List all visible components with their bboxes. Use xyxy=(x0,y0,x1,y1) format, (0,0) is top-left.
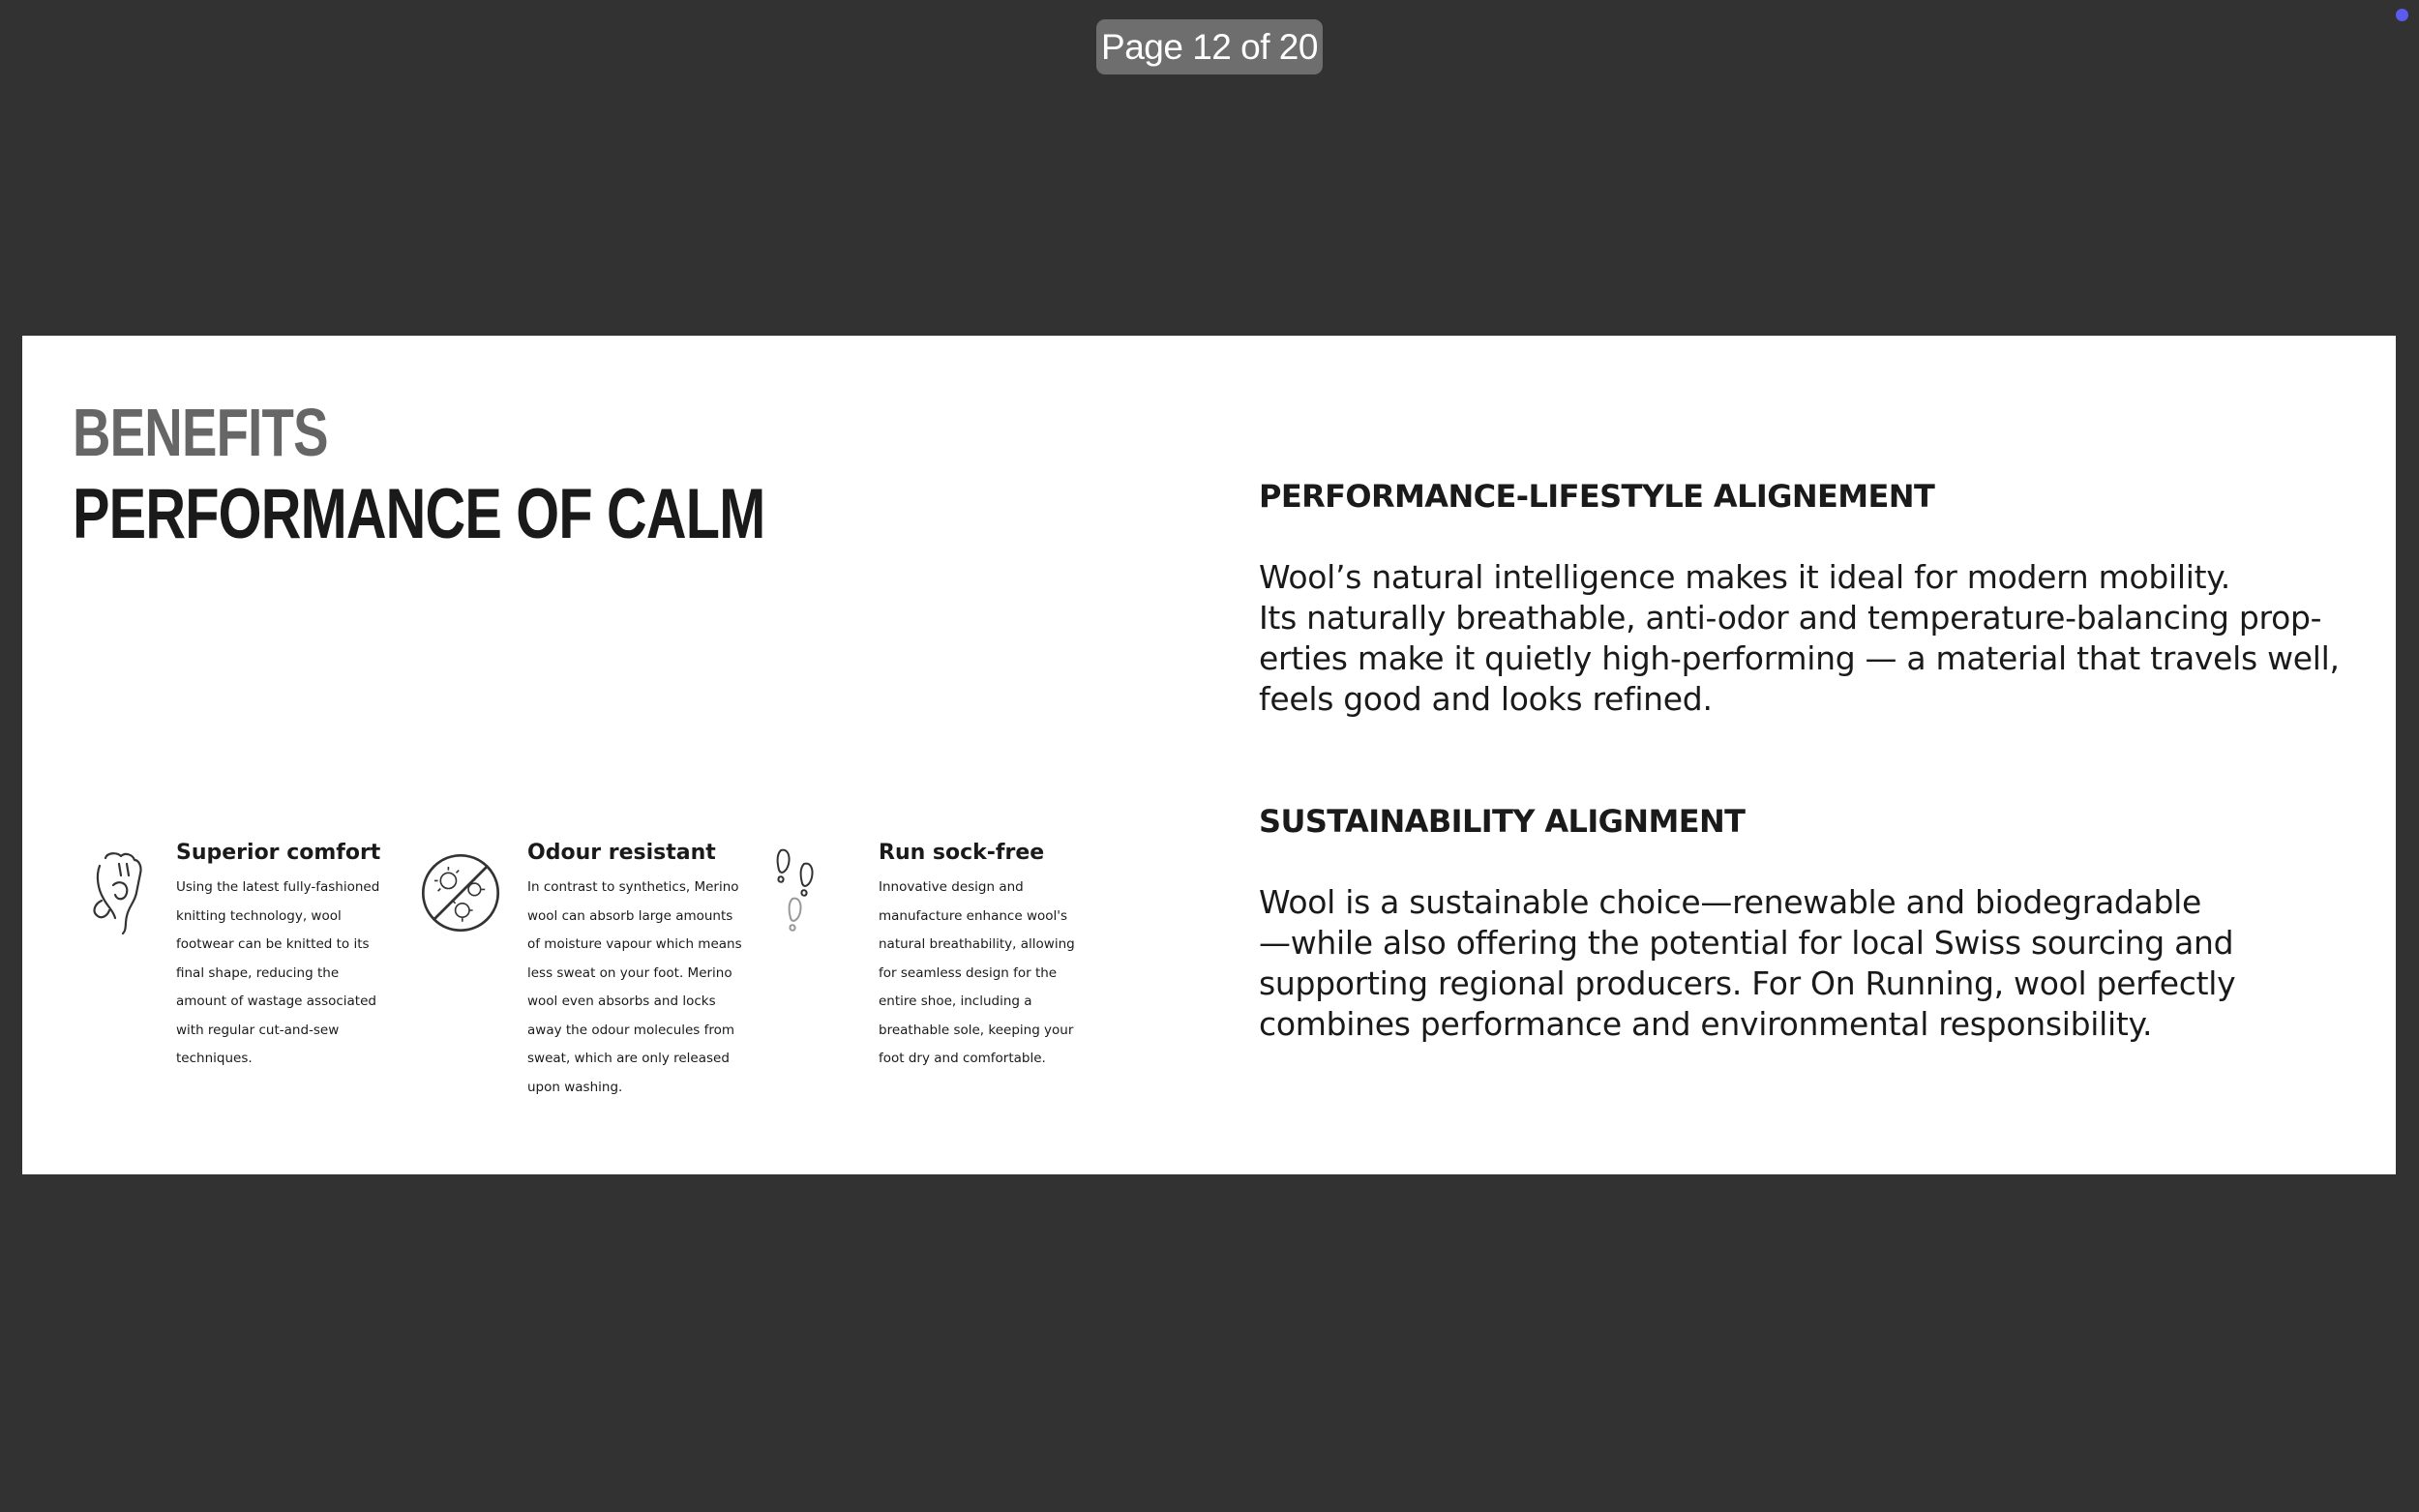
feature-description: Using the latest fully-fashioned knitting technology, wool footwear can be knitted to its final shape, reducing the amount of wastage associated with regular cut-and-sew techniques. xyxy=(176,879,380,1066)
body-line: Wool is a sustainable choice—renewable and biodegradable xyxy=(1259,883,2201,921)
status-dot-icon xyxy=(2396,9,2408,21)
body-line: Wool’s natural intelligence makes it ideal for modern mobility. xyxy=(1259,558,2230,596)
section-heading-sustainability: SUSTAINABILITY ALIGNMENT xyxy=(1259,803,1746,840)
body-line: feels good and looks refined. xyxy=(1259,680,1713,718)
body-line: combines performance and environmental responsibility. xyxy=(1259,1005,2153,1043)
body-line: erties make it quietly high-performing — a material that travels well, xyxy=(1259,639,2340,677)
page-indicator: Page 12 of 20 xyxy=(1096,19,1323,74)
kicker-heading: BENEFITS xyxy=(73,395,328,470)
body-line: Its naturally breathable, anti-odor and temperature-balancing prop- xyxy=(1259,599,2322,637)
section-heading-performance: PERFORMANCE-LIFESTYLE ALIGNEMENT xyxy=(1259,478,1935,515)
page-title: PERFORMANCE OF CALM xyxy=(73,475,765,553)
slide-page xyxy=(22,336,2396,1174)
section-body-sustainability xyxy=(1259,882,2343,1045)
body-line: supporting regional producers. For On Running, wool perfectly xyxy=(1259,964,2236,1002)
feature-title: Run sock-free xyxy=(879,841,1045,865)
body-line: —while also offering the potential for local Swiss sourcing and xyxy=(1259,924,2234,962)
feature-title: Superior comfort xyxy=(176,841,381,865)
section-body-performance xyxy=(1259,557,2343,720)
feature-description: In contrast to synthetics, Merino wool can absorb large amounts of moisture vapour which means less sweat on your foot. Merino wool even absorbs and locks away the odour molecules from sweat, which are only released upon washing. xyxy=(527,879,742,1095)
feature-title: Odour resistant xyxy=(527,841,716,865)
footprints-icon xyxy=(767,843,825,939)
feature-description: Innovative design and manufacture enhance wool's natural breathability, allowing for seamless design for the entire shoe, including a breathable sole, keeping your foot dry and comfortable. xyxy=(879,879,1075,1066)
hand-foot-icon xyxy=(78,846,165,943)
no-bacteria-icon xyxy=(417,845,504,941)
